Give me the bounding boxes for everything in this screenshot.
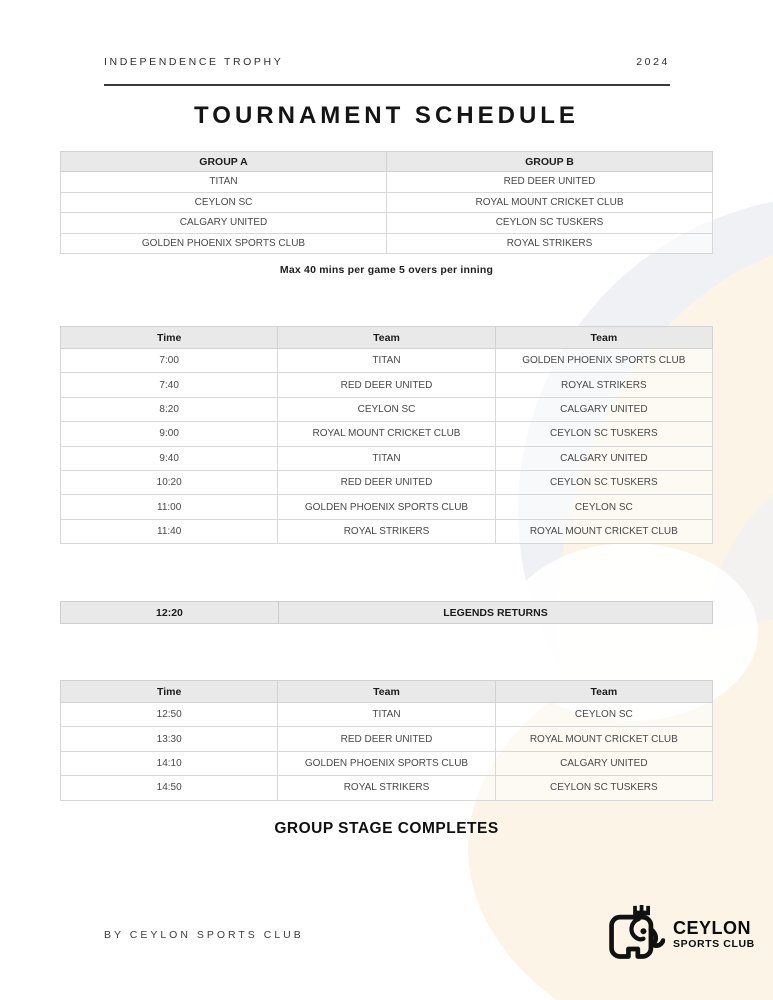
table-cell: CEYLON SC TUSKERS	[495, 776, 712, 800]
table-row	[61, 233, 713, 254]
table-cell: CEYLON SC	[278, 397, 495, 421]
table-cell: 9:40	[61, 446, 278, 470]
table-cell: CALGARY UNITED	[495, 397, 712, 421]
table-cell: GOLDEN PHOENIX SPORTS CLUB	[278, 751, 495, 775]
table-row	[61, 703, 713, 727]
footer-byline: BY CEYLON SPORTS CLUB	[104, 929, 304, 941]
column-header: Time	[61, 681, 278, 703]
table-cell: ROYAL MOUNT CRICKET CLUB	[495, 519, 712, 543]
table-cell: RED DEER UNITED	[278, 470, 495, 494]
closing-text: GROUP STAGE COMPLETES	[274, 820, 499, 837]
table-row	[61, 751, 713, 775]
table-cell: 9:00	[61, 422, 278, 446]
schedule-table-1	[60, 326, 713, 544]
groups-table	[60, 151, 713, 254]
table-cell: ROYAL STRIKERS	[495, 373, 712, 397]
table-cell: 14:50	[61, 776, 278, 800]
table-row	[61, 776, 713, 800]
header-row	[61, 681, 713, 703]
club-logo	[605, 904, 755, 964]
header-year: 2024	[636, 56, 670, 68]
table-cell: 13:30	[61, 727, 278, 751]
table-cell: RED DEER UNITED	[387, 172, 713, 193]
table-row	[61, 349, 713, 373]
header-row	[61, 152, 713, 172]
table-row	[61, 519, 713, 543]
table-cell: TITAN	[61, 172, 387, 193]
table-row	[61, 192, 713, 213]
table-cell: CALGARY UNITED	[61, 213, 387, 234]
table-cell: 12:50	[61, 703, 278, 727]
page-title: TOURNAMENT SCHEDULE	[194, 102, 579, 129]
table-cell: 14:10	[61, 751, 278, 775]
column-header: Time	[61, 327, 278, 349]
table-cell: RED DEER UNITED	[278, 727, 495, 751]
table-row	[61, 446, 713, 470]
header-divider	[104, 84, 670, 86]
header-row	[61, 327, 713, 349]
table-cell: ROYAL MOUNT CRICKET CLUB	[495, 727, 712, 751]
table-cell: CALGARY UNITED	[495, 446, 712, 470]
break-label: LEGENDS RETURNS	[443, 606, 548, 619]
table-row	[61, 422, 713, 446]
header-event-name: INDEPENDENCE TROPHY	[104, 56, 284, 68]
logo-subtitle: SPORTS CLUB	[673, 937, 755, 950]
table-cell: RED DEER UNITED	[278, 373, 495, 397]
column-header: GROUP B	[387, 152, 713, 172]
table-row	[61, 495, 713, 519]
table-cell: TITAN	[278, 349, 495, 373]
logo-text	[673, 919, 755, 950]
table-cell: 11:40	[61, 519, 278, 543]
table-cell: 10:20	[61, 470, 278, 494]
table-cell: 7:00	[61, 349, 278, 373]
column-header: Team	[278, 327, 495, 349]
table-cell: CEYLON SC TUSKERS	[495, 470, 712, 494]
table-cell: ROYAL STRIKERS	[278, 519, 495, 543]
table-cell: ROYAL STRIKERS	[278, 776, 495, 800]
table-cell: CEYLON SC	[495, 703, 712, 727]
table-row	[61, 470, 713, 494]
document-header	[104, 56, 670, 68]
column-header: GROUP A	[61, 152, 387, 172]
table-cell: CALGARY UNITED	[495, 751, 712, 775]
table-cell: GOLDEN PHOENIX SPORTS CLUB	[61, 233, 387, 254]
column-header: Team	[495, 327, 712, 349]
table-cell: 7:40	[61, 373, 278, 397]
table-row	[61, 213, 713, 234]
column-header: Team	[495, 681, 712, 703]
table-cell: CEYLON SC	[61, 192, 387, 213]
table-cell: TITAN	[278, 703, 495, 727]
table-cell: GOLDEN PHOENIX SPORTS CLUB	[495, 349, 712, 373]
table-cell: 8:20	[61, 397, 278, 421]
schedule-table-2	[60, 680, 713, 801]
schedule-note: Max 40 mins per game 5 overs per inning	[279, 264, 494, 276]
break-row	[60, 601, 713, 624]
table-cell: ROYAL STRIKERS	[387, 233, 713, 254]
table-row	[61, 397, 713, 421]
table-cell: CEYLON SC	[495, 495, 712, 519]
table-cell: TITAN	[278, 446, 495, 470]
table-row	[61, 727, 713, 751]
break-time: 12:20	[61, 602, 279, 623]
table-cell: 11:00	[61, 495, 278, 519]
elephant-icon	[605, 904, 665, 964]
logo-title: CEYLON	[673, 917, 752, 938]
table-cell: GOLDEN PHOENIX SPORTS CLUB	[278, 495, 495, 519]
table-cell: ROYAL MOUNT CRICKET CLUB	[387, 192, 713, 213]
column-header: Team	[278, 681, 495, 703]
table-cell: CEYLON SC TUSKERS	[495, 422, 712, 446]
table-row	[61, 172, 713, 193]
table-cell: CEYLON SC TUSKERS	[387, 213, 713, 234]
table-cell: ROYAL MOUNT CRICKET CLUB	[278, 422, 495, 446]
table-row	[61, 373, 713, 397]
